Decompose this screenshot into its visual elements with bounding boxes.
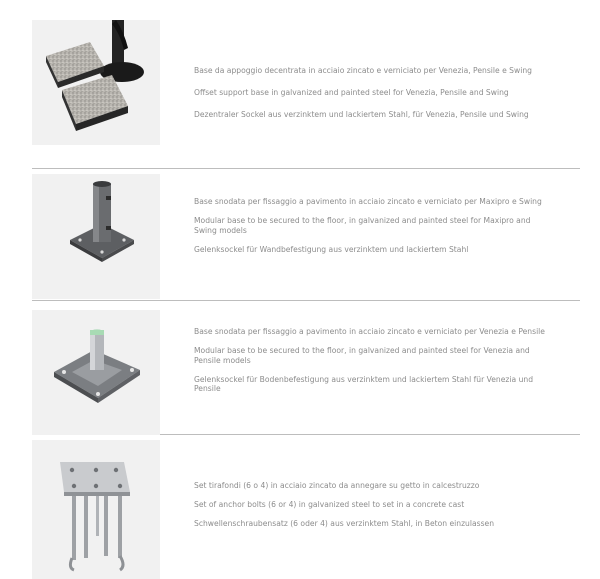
offset-base-image [32,20,160,145]
row-divider [160,434,580,435]
description-english: Modular base to be secured to the floor, in galvanized and painted steel for Maxipro and Swing models [194,216,531,235]
description-italian: Base da appoggio decentrata in acciaio zincato e verniciato per Venezia, Pensile e Swing [194,66,532,75]
description-german: Schwellenschraubensatz (6 oder 4) aus verzinktem Stahl, in Beton einzulassen [194,519,495,529]
anchor-bolts-description [194,481,554,529]
description-german: Dezentraler Sockel aus verzinktem und lackiertem Stahl, für Venezia, Pensile und Swing [194,110,529,119]
pivot-base-image [32,310,160,435]
description-english: Offset support base in galvanized and painted steel for Venezia, Pensile and Swing [194,88,509,97]
row-divider [32,168,580,169]
description-english: Set of anchor bolts (6 or 4) in galvanized steel to set in a concrete cast [194,500,465,510]
description-italian: Set tirafondi (6 o 4) in acciaio zincato da annegare su getto in calcestruzzo [194,481,480,490]
offset-base-description [194,66,554,119]
floor-mount-base-description [194,197,554,254]
anchor-bolts-image [32,440,160,579]
floor-mount-base-image [32,174,160,299]
description-german: Gelenksockel für Wandbefestigung aus verzinktem und lackiertem Stahl [194,244,469,254]
description-italian: Base snodata per fissaggio a pavimento in acciaio zincato e verniciato per Maxipro e Swing [194,197,542,206]
description-german: Gelenksockel für Bodenbefestigung aus verzinktem und lackiertem Stahl für Venezia und Pensile [194,374,534,394]
description-english: Modular base to be secured to the floor, in galvanized and painted steel for Venezia and Pensile models [194,346,530,365]
pivot-base-description [194,327,554,394]
row-divider [32,300,580,301]
description-italian: Base snodata per fissaggio a pavimento in acciaio zincato e verniciato per Venezia e Pensile [194,327,545,336]
